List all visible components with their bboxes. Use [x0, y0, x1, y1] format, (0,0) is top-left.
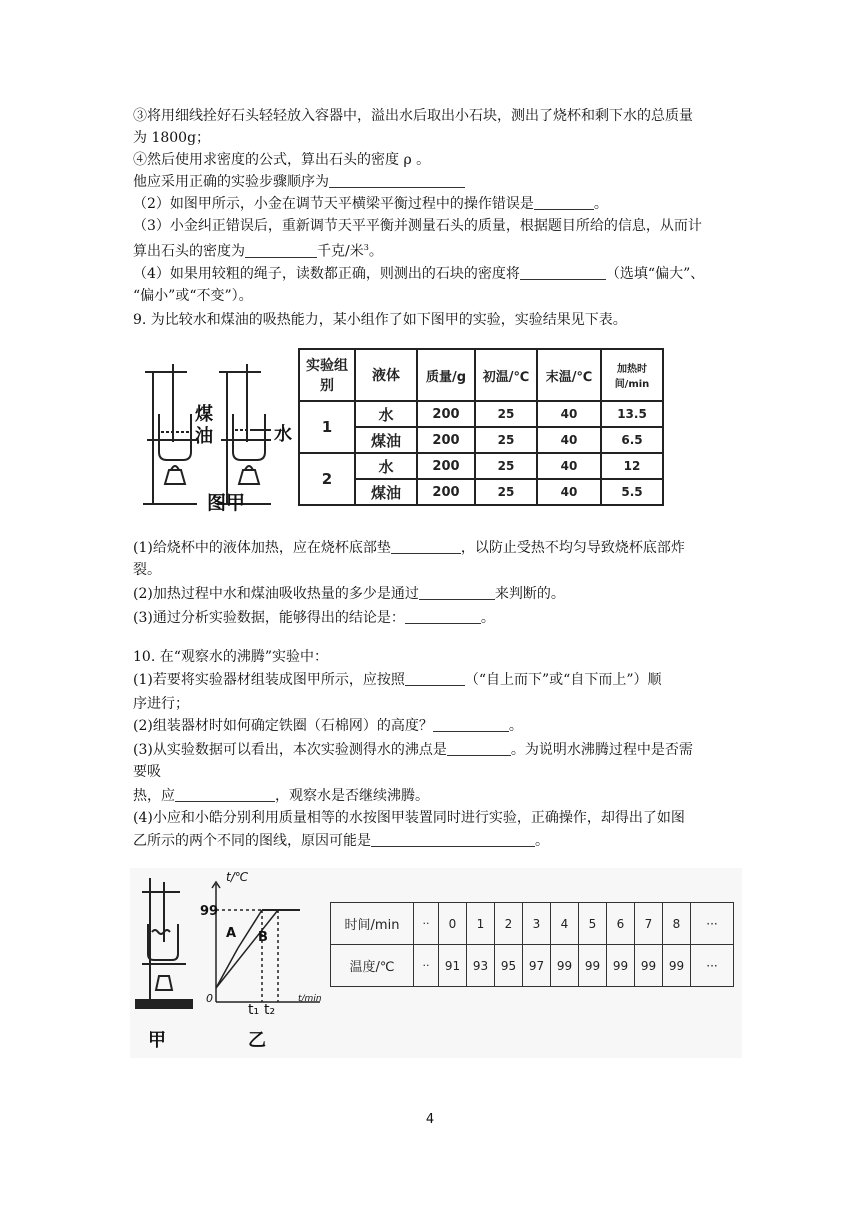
- answer-blank: [405, 671, 465, 686]
- curve-a-label: A: [226, 926, 237, 941]
- table-row: [299, 453, 663, 479]
- q8-sub3-unit: 千克/米: [317, 243, 364, 260]
- table-cell: 99: [607, 945, 635, 987]
- header-cell: 质量/g: [417, 349, 475, 401]
- answer-blank: [329, 173, 465, 188]
- table-cell: 煤油: [355, 479, 417, 505]
- q10-sub2-text: (2)组装器材时如何确定铁圈（石棉网）的高度？: [133, 718, 433, 734]
- q10-sub2: [133, 716, 523, 736]
- q9-sub3-text: (3)通过分析实验数据，能够得出的结论是：: [133, 610, 405, 626]
- x-axis-label: t/min: [298, 994, 322, 1004]
- table-cell: 200: [417, 401, 475, 427]
- table-cell: 40: [537, 401, 601, 427]
- label-kerosene: 煤油: [195, 404, 213, 447]
- table-cell: 2: [299, 453, 355, 505]
- q8-sub2-end: 。: [593, 196, 608, 212]
- answer-blank: [245, 243, 317, 258]
- q8-order-prompt: [133, 172, 465, 192]
- curve-b-label: B: [258, 930, 268, 945]
- table-cell: 5: [579, 903, 607, 945]
- q10-sub4-end: 。: [535, 833, 549, 849]
- q9-sub3: [133, 608, 495, 628]
- q9-sub3-end: 。: [480, 610, 495, 626]
- page-number: 4: [425, 1112, 435, 1127]
- label-water: 水: [274, 424, 292, 445]
- table-cell: 6.5: [601, 427, 663, 453]
- q8-sub4: [133, 264, 704, 284]
- y-axis-label: t/℃: [226, 870, 249, 884]
- table-cell: 40: [537, 453, 601, 479]
- q9-sub2-end: 来判断的。: [494, 586, 565, 602]
- table-cell: 0: [439, 903, 467, 945]
- boiling-apparatus-illustration: [130, 872, 200, 1022]
- q8-order-text: 他应采用正确的实验步骤顺序为: [133, 174, 329, 190]
- table-cell: ···: [691, 903, 734, 945]
- q10-sub1-text: (1)若要将实验器材组装成图甲所示，应按照: [133, 672, 405, 688]
- table-cell: 99: [579, 945, 607, 987]
- table-cell: 水: [355, 401, 417, 427]
- table-cell: 99: [663, 945, 691, 987]
- y-tick-99: 99: [200, 904, 219, 919]
- q8-sub4-cont: “偏小”或“不变”）。: [133, 288, 253, 304]
- boiling-data-table: [330, 902, 734, 987]
- q8-sub2-text: （2）如图甲所示，小金在调节天平横梁平衡过程中的操作错误是: [133, 196, 534, 212]
- table-cell: 1: [467, 903, 495, 945]
- table-cell: 1: [299, 401, 355, 453]
- q10-sub4-text: 乙所示的两个不同的图线，原因可能是: [133, 833, 371, 849]
- q8-sub2: [133, 194, 608, 214]
- table-cell: 95: [495, 945, 523, 987]
- table-cell: 水: [355, 453, 417, 479]
- figure-caption-jia: 甲: [148, 1030, 166, 1051]
- q10-sub1-options: （“自上而下”或“自下而上”）顺: [464, 672, 662, 688]
- table-cell: 25: [475, 453, 537, 479]
- answer-blank: [534, 195, 594, 210]
- q9-sub1-cont: 裂。: [133, 562, 161, 578]
- time-row: [331, 903, 734, 945]
- figure-caption-yi: 乙: [248, 1030, 266, 1051]
- table-cell: 99: [635, 945, 663, 987]
- row-label-temperature: 温度/℃: [331, 945, 414, 987]
- header-cell: 初温/℃: [475, 349, 537, 401]
- question-10-title: 10. 在“观察水的沸腾”实验中：: [133, 649, 329, 665]
- q8-sub3-cont: [133, 238, 383, 262]
- answer-blank: [419, 585, 495, 600]
- q10-sub3-text: (3)从实验数据可以看出，本次实验测得水的沸点是: [133, 742, 447, 758]
- row-label-time: 时间/min: [331, 903, 414, 945]
- q8-sub3-text: 算出石头的密度为: [133, 243, 245, 260]
- answer-blank: [175, 787, 275, 802]
- table-cell: 200: [417, 427, 475, 453]
- table-cell: 99: [551, 945, 579, 987]
- q10-sub3: [133, 740, 693, 760]
- header-cell: 实验组别: [299, 349, 355, 401]
- answer-blank: [520, 265, 606, 280]
- t1-label: t₁: [248, 1002, 260, 1018]
- q8-sub3-sup: 3: [363, 243, 369, 252]
- figure-caption: 图甲: [207, 492, 246, 514]
- q10-sub4-cont: [133, 831, 549, 851]
- answer-blank: [391, 539, 461, 554]
- answer-blank: [447, 741, 511, 756]
- q8-sub3-end: 。: [368, 243, 383, 260]
- table-cell: 2: [495, 903, 523, 945]
- answer-blank: [405, 609, 481, 624]
- q10-sub1-cont: 序进行；: [133, 696, 189, 712]
- table-cell: 8: [663, 903, 691, 945]
- q10-sub1: [133, 670, 661, 690]
- answer-blank: [433, 717, 509, 732]
- figure-2: [130, 868, 742, 1058]
- q10-sub3-cont2: [133, 786, 429, 806]
- table-cell: 25: [475, 479, 537, 505]
- q10-sub3-text-e: ，观察水是否继续沸腾。: [275, 788, 429, 804]
- q9-sub2-text: (2)加热过程中水和煤油吸收热量的多少是通过: [133, 586, 419, 602]
- table-cell: 7: [635, 903, 663, 945]
- question-9-title: 9. 为比较水和煤油的吸热能力，某小组作了如下图甲的实验，实验结果见下表。: [133, 312, 627, 328]
- table-cell: 3: [523, 903, 551, 945]
- answer-blank: [371, 832, 535, 847]
- table-cell: 12: [601, 453, 663, 479]
- table-cell: 13.5: [601, 401, 663, 427]
- table-cell: 煤油: [355, 427, 417, 453]
- table-cell: 200: [417, 453, 475, 479]
- heat-absorption-table: [298, 348, 664, 506]
- step-3-text-cont: 为 1800g；: [133, 130, 211, 146]
- table-cell: 93: [467, 945, 495, 987]
- q10-sub3-cont: 要吸: [133, 764, 161, 780]
- q9-sub1: [133, 538, 685, 558]
- step-4-text: ④然后使用求密度的公式，算出石头的密度 ρ 。: [133, 152, 431, 168]
- table-cell: 40: [537, 479, 601, 505]
- q9-sub2: [133, 584, 565, 604]
- table-cell: 25: [475, 401, 537, 427]
- origin-label: 0: [206, 992, 213, 1005]
- q9-sub1-text: (1)给烧杯中的液体加热，应在烧杯底部垫: [133, 540, 391, 556]
- header-cell: 末温/℃: [537, 349, 601, 401]
- table-cell: 6: [607, 903, 635, 945]
- step-3-text: ③将用细线拴好石头轻轻放入容器中，溢出水后取出小石块，测出了烧杯和剩下水的总质量: [133, 108, 693, 124]
- table-cell: ···: [691, 945, 734, 987]
- table-cell: ··: [414, 945, 439, 987]
- q10-sub3-text-b: 。为说明水沸腾过程中是否需: [510, 742, 693, 758]
- table-cell: 200: [417, 479, 475, 505]
- q10-sub4: (4)小应和小皓分别利用质量相等的水按图甲装置同时进行实验，正确操作，却得出了如图: [133, 810, 685, 826]
- figure-1: [135, 342, 665, 520]
- t2-label: t₂: [264, 1002, 276, 1018]
- temperature-row: [331, 945, 734, 987]
- q8-sub3: （3）小金纠正错误后，重新调节天平平衡并测量石头的质量，根据题目所给的信息，从而计: [133, 218, 702, 234]
- table-row: [299, 401, 663, 427]
- q10-sub3-text-d: 热，应: [133, 788, 175, 804]
- table-cell: 4: [551, 903, 579, 945]
- header-cell: 加热时间/min: [601, 349, 663, 401]
- q8-sub4-text: （4）如果用较粗的绳子，读数都正确，则测出的石块的密度将: [133, 266, 520, 282]
- table-cell: 5.5: [601, 479, 663, 505]
- table-header-row: [299, 349, 663, 401]
- table-cell: 25: [475, 427, 537, 453]
- header-cell: 液体: [355, 349, 417, 401]
- q9-sub1-text-b: ，以防止受热不均匀导致烧杯底部炸: [460, 540, 685, 556]
- table-cell: 40: [537, 427, 601, 453]
- table-cell: ··: [414, 903, 439, 945]
- q10-sub2-end: 。: [508, 718, 523, 734]
- q8-sub4-options: （选填“偏大”、: [605, 266, 705, 282]
- table-cell: 91: [439, 945, 467, 987]
- table-cell: 97: [523, 945, 551, 987]
